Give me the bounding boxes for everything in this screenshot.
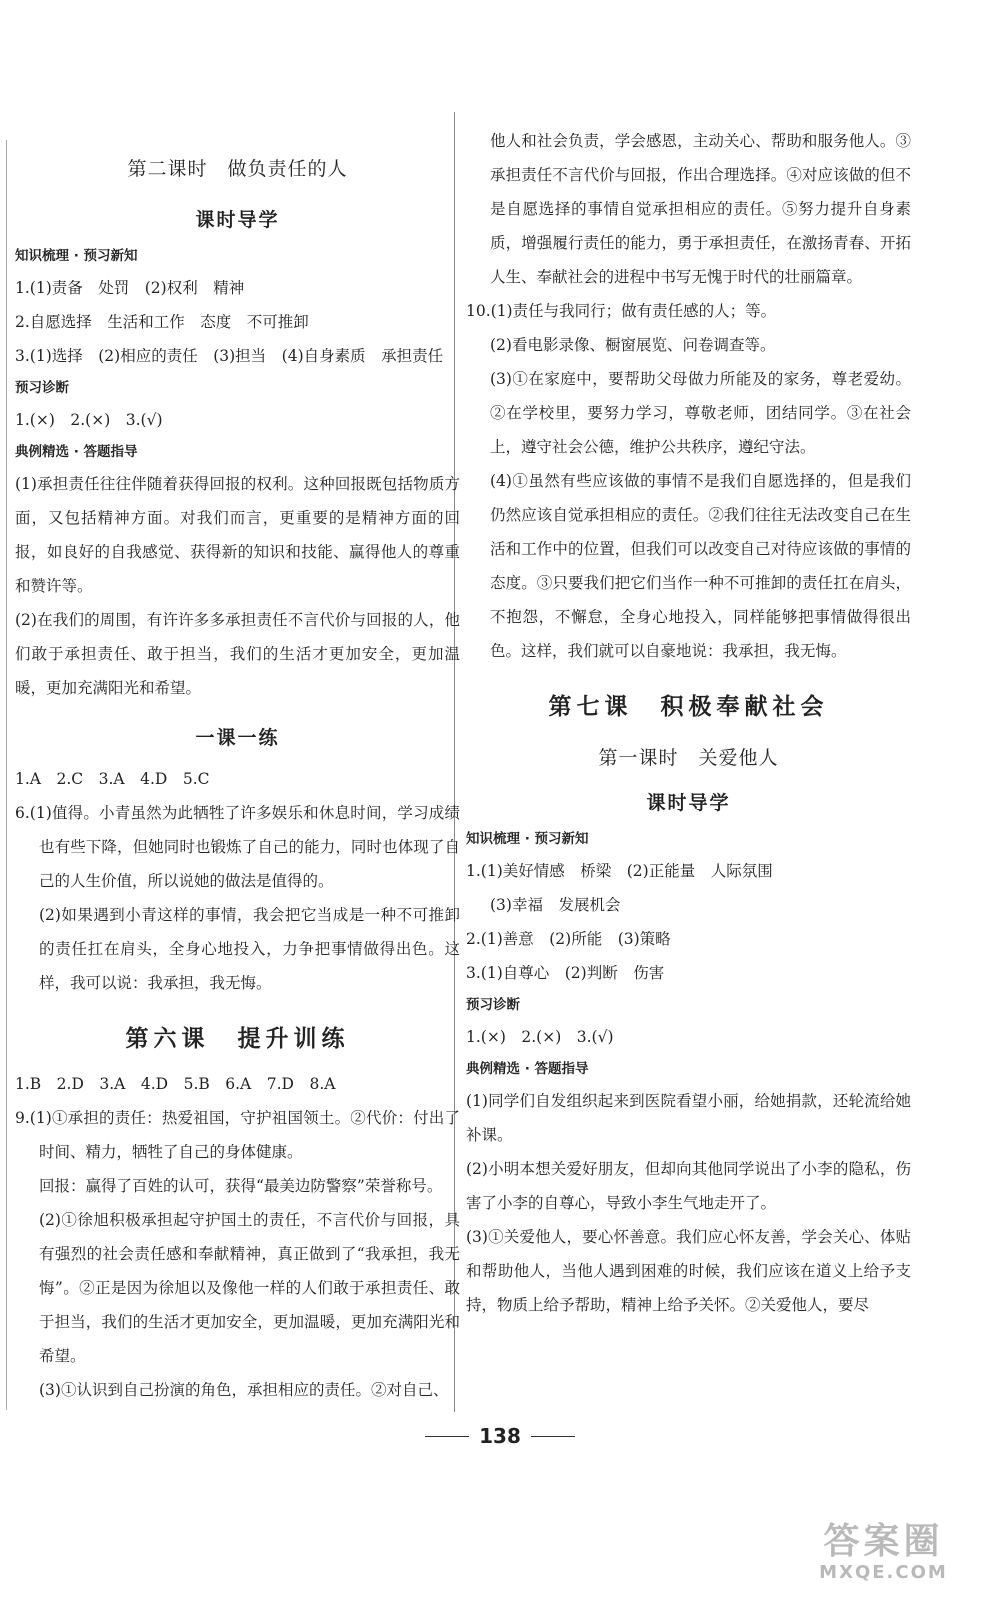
section-heading-practice: 一课一练 bbox=[195, 727, 280, 749]
answer-paragraph: (1)承担责任往往伴随着获得回报的权利。这种回报既包括物质方面，又包括精神方面。对我们而言，更重要的是精神方面的回报，如良好的自我感觉、获得新的知识和技能、赢得他人的尊重和赞许等。 bbox=[15, 475, 460, 595]
answer-paragraph: 9.(1)①承担的责任：热爱祖国，守护祖国领土。②代价：付出了时间、精力，牺牲了自己的身体健康。 bbox=[15, 1109, 460, 1161]
left-column bbox=[15, 118, 460, 1407]
answer-line: 2.自愿选择 生活和工作 态度 不可推卸 bbox=[15, 313, 309, 331]
answer-line: (3)①认识到自己扮演的角色，承担相应的责任。②对自己、 bbox=[39, 1381, 449, 1399]
answer-line: 1.(×) 2.(×) 3.(√) bbox=[466, 1028, 614, 1046]
watermark-site: MXQE.COM bbox=[819, 1562, 948, 1583]
answer-paragraph: 6.(1)值得。小青虽然为此牺牲了许多娱乐和休息时间，学习成绩也有些下降，但她同时也锻炼了自己的能力，同时也体现了自己的人生价值，所以说她的做法是值得的。 bbox=[15, 804, 460, 890]
answer-paragraph: (2)①徐旭积极承担起守护国土的责任，不言代价与回报，具有强烈的社会责任感和奉献精神，真正做到了“我承担，我无悔”。②正是因为徐旭以及像他一样的人们敢于承担责任、敢于担当，我们的生活才更加安全，更加温暖，更加充满阳光和希望。 bbox=[39, 1211, 460, 1365]
answer-line: 2.(1)善意 (2)所能 (3)策略 bbox=[466, 930, 671, 948]
subheading-examples: 典例精选 · 答题指导 bbox=[15, 444, 138, 460]
page-footer bbox=[0, 1424, 1000, 1448]
page-edge-line bbox=[6, 140, 7, 1410]
answer-line: 3.(1)选择 (2)相应的责任 (3)担当 (4)自身素质 承担责任 bbox=[15, 347, 444, 365]
answer-line: 1.(1)美好情感 桥梁 (2)正能量 人际氛围 bbox=[466, 862, 773, 880]
answer-line: 1.B 2.D 3.A 4.D 5.B 6.A 7.D 8.A bbox=[15, 1075, 336, 1093]
answer-line: (2)看电影录像、橱窗展览、问卷调查等。 bbox=[490, 336, 776, 354]
answer-paragraph: (3)①关爱他人，要心怀善意。我们应心怀友善，学会关心、体贴和帮助他人，当他人遇到困难的时候，我们应该在道义上给予支持，物质上给予帮助，精神上给予关怀。②关爱他人，要尽 bbox=[466, 1228, 911, 1314]
watermark-logo bbox=[781, 1522, 986, 1592]
section-heading-guide-right: 课时导学 bbox=[646, 792, 731, 814]
subheading-knowledge: 知识梳理 · 预习新知 bbox=[15, 248, 138, 264]
answer-line: 10.(1)责任与我同行；做有责任感的人；等。 bbox=[466, 302, 777, 320]
subheading-diagnosis: 预习诊断 bbox=[15, 380, 69, 396]
answer-line: 回报：赢得了百姓的认可，获得“最美边防警察”荣誉称号。 bbox=[39, 1177, 443, 1195]
answer-paragraph: (2)小明本想关爱好朋友，但却向其他同学说出了小李的隐私，伤害了小李的自尊心，导致小李生气地走开了。 bbox=[466, 1160, 911, 1212]
answer-line: 3.(1)自尊心 (2)判断 伤害 bbox=[466, 964, 665, 982]
answer-paragraph: (2)如果遇到小青这样的事情，我会把它当成是一种不可推卸的责任扛在肩头，全身心地投入，力争把事情做得出色。这样，我可以说：我承担，我无悔。 bbox=[39, 906, 460, 992]
section-heading-guide: 课时导学 bbox=[195, 209, 280, 231]
answer-line: 1.A 2.C 3.A 4.D 5.C bbox=[15, 770, 210, 788]
answer-paragraph: 他人和社会负责，学会感恩，主动关心、帮助和服务他人。③承担责任不言代价与回报，作出合理选择。④对应该做的但不是自愿选择的事情自觉承担相应的责任。⑤努力提升自身素质，增强履行责任的能力，勇于承担责任，在激扬青春、开拓人生、奉献社会的进程中书写无愧于时代的壮丽篇章。 bbox=[490, 132, 911, 286]
footer-rule-left bbox=[425, 1436, 469, 1437]
answer-line: 1.(×) 2.(×) 3.(√) bbox=[15, 411, 163, 429]
answer-paragraph: (1)同学们自发组织起来到医院看望小丽，给她捐款，还轮流给她补课。 bbox=[466, 1092, 911, 1144]
lesson-title-right: 第一课时 关爱他人 bbox=[598, 747, 779, 769]
page-number: 138 bbox=[479, 1424, 521, 1448]
answer-paragraph: (2)在我们的周围，有许许多多承担责任不言代价与回报的人，他们敢于承担责任、敢于担当，我们的生活才更加安全，更加温暖，更加充满阳光和希望。 bbox=[15, 611, 460, 697]
answer-line: (3)幸福 发展机会 bbox=[490, 896, 621, 914]
answer-line: 1.(1)责备 处罚 (2)权利 精神 bbox=[15, 279, 245, 297]
right-column bbox=[466, 124, 911, 1322]
subheading-examples-right: 典例精选 · 答题指导 bbox=[466, 1061, 589, 1077]
lesson-title-left: 第二课时 做负责任的人 bbox=[127, 158, 348, 180]
answer-paragraph: (4)①虽然有些应该做的事情不是我们自愿选择的，但是我们仍然应该自觉承担相应的责任。②我们往往无法改变自己在生活和工作中的位置，但我们可以改变自己对待应该做的事情的态度。③只要我们把它们当作一种不可推卸的责任扛在肩头，不抱怨，不懈怠，全身心地投入，同样能够把事情做得很出色。这样，我们就可以自豪地说：我承担，我无悔。 bbox=[490, 472, 911, 660]
unit-title-6: 第六课 提升训练 bbox=[125, 1025, 350, 1052]
subheading-diagnosis-right: 预习诊断 bbox=[466, 997, 520, 1013]
answer-paragraph: (3)①在家庭中，要帮助父母做力所能及的家务，尊老爱幼。②在学校里，要努力学习，尊敬老师，团结同学。③在社会上，遵守社会公德，维护公共秩序，遵纪守法。 bbox=[490, 370, 911, 456]
subheading-knowledge-right: 知识梳理 · 预习新知 bbox=[466, 831, 589, 847]
watermark-brand: 答案圈 bbox=[823, 1521, 944, 1562]
footer-rule-right bbox=[531, 1436, 575, 1437]
unit-title-7: 第七课 积极奉献社会 bbox=[548, 693, 829, 720]
